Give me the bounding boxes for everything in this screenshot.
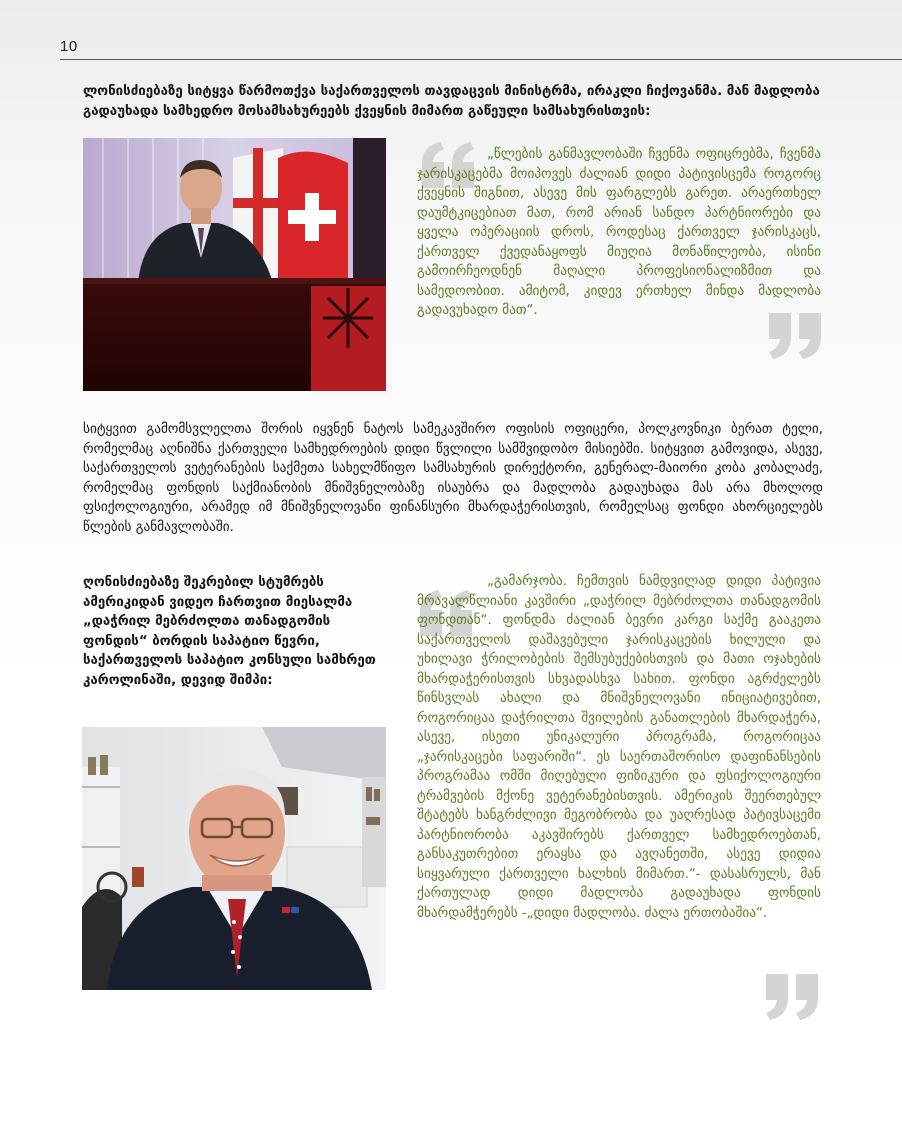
consul-quote: „გამარჯობა. ჩემთვის ნამდვილად დიდი პატივია მრავალწლიანი კავშირი „დაჭრილ მებრძოლთა თანადგომის ფონდთან“. ფონდმა ძალიან ბევრი კარგი საქმე გააკეთა საქართველოს დაშავებული ჯარისკაცების ხილული და უხილავი ჭრილობების შემსუბუქებისთვის და მათი ოჯახების მხარდაჭერისთვის სხვადასხვა სახით. ფონდი აგრძელებს წინსვლას ახალი და მნიშვნელოვანი ინიციატივებით, როგორიცაა დაჭრილთა შვილების განათლების მხარდაჭერა, ასევე, ისეთი უნიკალური პროგრამა, როგორიცაა „ჯარისკაცები საფარიში“. ეს საერთაშორისო დაფინანსების პროგრამაა ომში მიღებული ფიზიკური და ფსიქოლოგიური ტრამვების მქონე ვეტერანებისთვის. ამერიკის შეერთებულ შტატებს ხანგრძლივი მეგობრობა და უაღრესად პატივსაცემი პარტნიორობა აკავშირებს ქართველ სამხედროებთან, განსაკუთრებით ერაყსა და ავღანეთში, ასევე დიდია სიყვარული ქართველი ხალხის მიმართ.“- დასასრულს, მან ქართულად დიდი მადლობა გადაუხადა ფონდის მხარდამჭერებს -„დიდი მადლობა. ძალა ერთობაშია“. — [417, 574, 821, 921]
consul-photo-illustration — [82, 727, 386, 990]
speakers-paragraph: სიტყვით გამომსვლელთა შორის იყვნენ ნატოს სამეკავშირო ოფისის ოფიცერი, პოლკოვნიკი ბერათ ტელი, რომელმაც აღნიშნა ქართველი სამხედროების დიდი წვლილი სამშვიდობო მისიებში. სიტყვით გამოვიდა, ასევე, საქართველოს ვეტერანების საქმეთა სახელმწიფო სამსახურის დირექტორი, გენერალ-მაიორი კობა კობალაძე, რომელმაც ფონდის საქმიანობის მნიშვნელობაზე ისაუბრა და მადლობა გადაუხადა მას არა მხოლოდ ფსიქოლოგიური, არამედ იმ მნიშვნელოვანი ფინანსური მხარდაჭერისთვის, რომელსაც ფონდი ახორციელებს წლების განმავლობაში. — [83, 422, 823, 535]
minister-photo-illustration — [83, 138, 386, 391]
minister-quote: „წლების განმავლობაში ჩვენმა ოფიცრებმა, ჩვენმა ჯარისკაცებმა მოიპოვეს ძალიან დიდი პატივისცემა როგორც ქვეყნის შიგნით, ასევე მის ფარგლებს გარეთ. არაერთხელ დაუმტკიცებიათ მათ, რომ არიან სანდო პარტნიორები და ყველა ოპერაციის დროს, როდესაც ქართველ ჯარისკაცს, ქართველ ქვედანაყოფს მიუღია მონაწილეობა, ისინი გამოირჩეოდნენ მაღალი პროფესიონალიზმით და სამედოობით. ამიტომ, კიდევ ერთხელ მინდა მადლობა გადავუხადო მათ“. — [417, 147, 821, 318]
intro-paragraph: ლონისძიებაზე სიტყვა წარმოთქვა საქართველოს თავდაცვის მინისტრმა, ირაკლი ჩიქოვანმა. მან მადლობა გადაუხადა სამხედრო მოსამსახურეებს ქვეყნის მიმართ გაწეული სამსახურისთვის: — [83, 84, 820, 119]
video-intro-paragraph: ღონისძიებაზე შეკრებილ სტუმრებს ამერიკიდან ვიდეო ჩართვით მიესალმა „დაჭრილ მებრძოლთა თანადგომის ფონდის“ ბორდის საპატიო წევრი, საქართველოს საპატიო კონსული სამხრეთ კაროლინაში, დევიდ შიმპი: — [83, 575, 376, 688]
header-rule — [60, 59, 902, 60]
consul-video-photo — [82, 727, 386, 990]
close-quote-icon — [762, 972, 820, 1022]
minister-photo — [83, 138, 386, 391]
close-quote-icon — [765, 311, 823, 361]
page-number: 10 — [60, 38, 78, 55]
